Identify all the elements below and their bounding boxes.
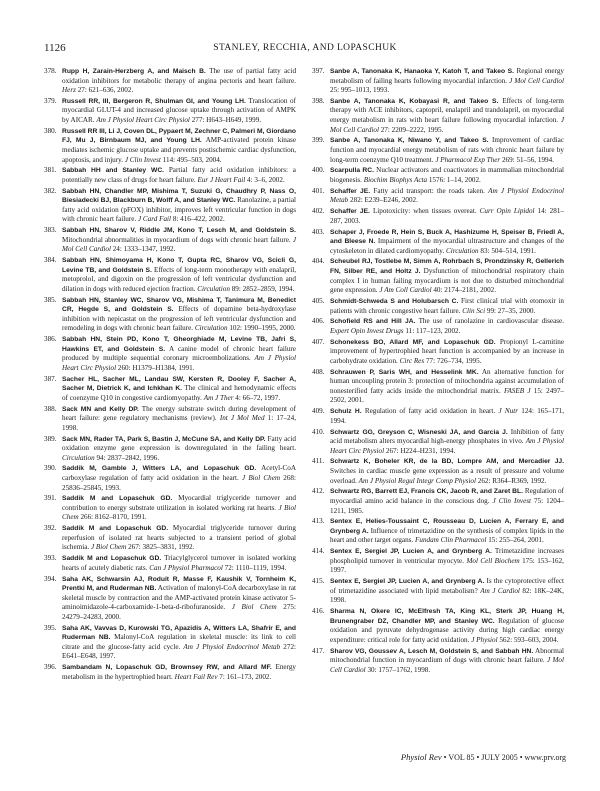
reference-authors: Saddik M and Lopaschuk GD. bbox=[62, 495, 173, 503]
journal-issue: • VOL 85 • JULY 2005 • www.prv.org bbox=[443, 753, 566, 762]
reference-journal: J Biol Chem bbox=[90, 543, 127, 552]
reference-citation: 15: 2497–2502, 2001. bbox=[330, 386, 564, 405]
reference-journal: Am J Physiol Heart Circ Physiol bbox=[62, 354, 296, 372]
reference-title: Effects of long-term therapy with ACE inhibitors, captopril, enalapril and trandolapril, on myocardial energy metabolism in rats with heart failure following myocardial infarction. bbox=[330, 96, 564, 125]
reference-number: 416. bbox=[312, 607, 325, 616]
reference-item bbox=[44, 97, 296, 126]
page-header bbox=[44, 42, 566, 56]
reference-number: 403. bbox=[312, 227, 325, 236]
reference-title: Regulation of glucose oxidation and pyruvate dehydrogenase activity during high cardiac energy expenditure: critical role for fatty acid oxidation. bbox=[330, 616, 564, 644]
running-title: STANLEY, RECCHIA, AND LOPASCHUK bbox=[213, 43, 397, 53]
reference-item bbox=[44, 187, 296, 225]
reference-citation: 14: 281–287, 2003. bbox=[330, 207, 564, 225]
reference-journal: J Clin Invest bbox=[124, 155, 161, 164]
reference-title: Acetyl-CoA carboxylase regulation of fatty acid oxidation in the heart. bbox=[62, 464, 296, 482]
reference-item bbox=[312, 317, 564, 336]
reference-authors: Sentex E, Sergiel JP, Lucien A, and Grynberg A. bbox=[330, 578, 485, 586]
reference-authors: Sharov VG, Goussev A, Lesch M, Goldstein S, and Sabbah HN. bbox=[330, 647, 534, 655]
reference-citation: 124: 165–171, 1994. bbox=[330, 407, 564, 425]
reference-citation: 114: 495–503, 2004. bbox=[162, 155, 222, 164]
reference-title: Activation of malonyl-CoA decarboxylase in rat skeletal muscle by contraction and the AMP-activated protein kinase activator 5-aminoimidazole-4-carboxamide-1-beta-d-ribofuranoside. bbox=[62, 584, 296, 612]
reference-authors: Saha AK, Schwarsin AJ, Roduit R, Masse F, Kaushik V, Tornheim K, Prentki M, and Ruderman NB. bbox=[62, 575, 296, 593]
reference-journal: Eur J Heart Fail bbox=[197, 175, 246, 184]
reference-journal: Clin Sci bbox=[462, 306, 486, 315]
reference-number: 398. bbox=[312, 96, 325, 105]
reference-item bbox=[312, 428, 564, 457]
reference-journal: J Nutr bbox=[498, 407, 518, 416]
reference-item bbox=[312, 487, 564, 516]
reference-authors: Schwartz GG, Greyson C, Wisneski JA, and Garcia J. bbox=[330, 428, 508, 436]
reference-title: Abnormal mitochondrial function in myocardium of dogs with chronic heart failure. bbox=[330, 646, 564, 665]
reference-title: Improvement of cardiac function and myocardial energy metabolism of rats with chronic heart failure by long-term coenzyme Q10 treatment. bbox=[330, 136, 564, 164]
reference-title: Impairment of the myocardial ultrastructure and changes of the cytoskeleton in dilated cardiomyopathy. bbox=[330, 237, 564, 255]
reference-number: 411. bbox=[312, 457, 325, 466]
reference-item bbox=[44, 464, 296, 493]
reference-citation: 82: 18K–24K, 1998. bbox=[330, 586, 564, 605]
reference-title: Ranolazine, a partial fatty acid oxidation (pFOX) inhibitor, improves left ventricular function in dogs with chronic heart failure. bbox=[62, 196, 297, 224]
reference-authors: Schwartz K, Boheler KR, de la BD, Lompre AM, and Mercadier JJ. bbox=[330, 458, 564, 466]
reference-title: AMP-activated protein kinase mediates ischemic glucose uptake and prevents postischemic cardiac dysfunction, apoptosis, and injury. bbox=[62, 136, 296, 164]
reference-item bbox=[44, 226, 296, 255]
reference-number: 408. bbox=[312, 367, 325, 376]
reference-authors: Sentex E, Sergiel JP, Lucien A, and Grynberg A. bbox=[330, 548, 492, 556]
reference-number: 409. bbox=[312, 407, 325, 416]
reference-title: Myocardial triglyceride turnover and contribution to energy substrate utilization in isolated working rat hearts. bbox=[62, 494, 296, 512]
reference-journal: J Biol Chem bbox=[241, 473, 281, 482]
reference-number: 405. bbox=[312, 296, 325, 305]
reference-item bbox=[44, 256, 296, 294]
reference-title: Myocardial triglyceride turnover during reperfusion of isolated rat hearts subjected to a transient period of global ischemia. bbox=[62, 524, 296, 552]
reference-authors: Sack MN, Rader TA, Park S, Bastin J, McCune SA, and Kelly DP. bbox=[62, 435, 266, 443]
reference-number: 382. bbox=[44, 186, 57, 195]
reference-citation: 89: 2852–2859, 1994. bbox=[231, 284, 295, 293]
reference-citation: 1576: 1–14, 2002. bbox=[428, 175, 481, 184]
reference-journal: Biochim Biophys Acta bbox=[363, 175, 428, 184]
reference-number: 385. bbox=[44, 295, 57, 304]
reference-journal: Herz bbox=[62, 86, 76, 95]
reference-journal: J Mol Cell Cardiol bbox=[330, 656, 564, 674]
reference-journal: Am J Physiol Endocrinol Metab bbox=[183, 642, 281, 651]
reference-title: Mitochondrial abnormalities in myocardium of dogs with chronic heart failure. bbox=[62, 235, 291, 244]
reference-citation: 262: R364–R369, 1992. bbox=[477, 476, 547, 485]
reference-item bbox=[312, 368, 564, 406]
reference-authors: Schaper J, Froede R, Hein S, Buck A, Hashizume H, Speiser B, Friedl A, and Bleese N. bbox=[330, 228, 564, 246]
reference-title: The use of partial fatty acid oxidation inhibitors for metabolic therapy of angina pectoris and heart failure. bbox=[62, 67, 297, 85]
reference-authors: Schaffer JE. bbox=[330, 187, 371, 195]
reference-title: Fatty acid oxidation enzyme gene expression is downregulated in the failing heart. bbox=[62, 434, 296, 453]
reference-title: Propionyl L-carnitine improvement of hypertrophied heart function is accompanied by an increase in carbohydrate oxidation. bbox=[330, 337, 565, 365]
reference-title: Effects of dopamine beta-hydroxylase inhibition with nepicastat on the progression of left ventricular dysfunction and remodeling in dogs with chronic heart failure. bbox=[62, 305, 296, 333]
reference-citation: 15: 255–264, 2001. bbox=[488, 536, 544, 545]
reference-citation: 25: 995–1013, 1993. bbox=[330, 86, 390, 95]
reference-title: Is the cytoprotective effect of trimetazidine associated with lipid metabolism? bbox=[330, 577, 564, 595]
reference-journal: Circulation bbox=[194, 324, 228, 333]
reference-number: 413. bbox=[312, 517, 325, 526]
reference-title: An alternative function for human uncoupling protein 3: protection of mitochondria against accumulation of nonesterified fatty acids inside the mitochondrial matrix. bbox=[330, 367, 564, 395]
reference-journal: Int J Mol Med bbox=[219, 414, 265, 423]
reference-authors: Sacher HL, Sacher ML, Landau SW, Kersten R, Dooley F, Sacher A, Sacher M, Dietrick K, and Ichkhan K. bbox=[62, 375, 296, 393]
reference-number: 397. bbox=[312, 67, 325, 75]
reference-title: Trimetazidine increases phospholipid turnover in ventricular myocyte. bbox=[330, 547, 564, 565]
reference-citation: 562: 593–603, 2004. bbox=[499, 635, 559, 644]
reference-journal: Curr Opin Lipidol bbox=[479, 207, 535, 216]
reference-journal: Am J Physiol Endocrinol Metab bbox=[330, 186, 565, 205]
reference-title: Energy metabolism in the hypertrophied heart. bbox=[62, 663, 296, 681]
reference-item bbox=[312, 207, 564, 226]
reference-number: 417. bbox=[312, 646, 325, 655]
reference-number: 415. bbox=[312, 577, 325, 586]
reference-citation: 267: H224–H231, 1994. bbox=[385, 446, 456, 455]
reference-title: Lipotoxicity: when tissues overeat. bbox=[372, 207, 477, 216]
reference-item bbox=[44, 663, 296, 682]
reference-title: Nuclear activators and coactivators in mammalian mitochondrial biogenesis. bbox=[330, 166, 564, 184]
reference-citation: 72: 1110–1119, 1994. bbox=[224, 563, 287, 572]
reference-item bbox=[44, 524, 296, 553]
reference-item bbox=[44, 494, 296, 523]
reference-authors: Schulz H. bbox=[330, 408, 362, 416]
reference-item bbox=[44, 375, 296, 404]
reference-authors: Sabbah HN, Sharov V, Riddle JM, Kono T, Lesch M, and Goldstein S. bbox=[62, 227, 296, 235]
reference-item bbox=[44, 554, 296, 573]
reference-journal: Am J Physiol Regul Integr Comp Physiol bbox=[358, 476, 476, 485]
reference-journal: Circulation bbox=[445, 246, 479, 255]
reference-title: Fatty acid transport: the roads taken. bbox=[373, 186, 485, 195]
reference-number: 381. bbox=[44, 166, 57, 175]
reference-title: Inhibition of fatty acid metabolism alters myocardial high-energy phosphates in vivo. bbox=[330, 427, 564, 446]
reference-number: 399. bbox=[312, 136, 325, 145]
reference-citation: 77: 726–734, 1995. bbox=[425, 356, 482, 365]
reference-item bbox=[44, 335, 296, 373]
reference-citation: 99: 27–35, 2000. bbox=[486, 306, 536, 315]
reference-item bbox=[312, 547, 564, 576]
reference-citation: 4: 66–72, 1997. bbox=[235, 393, 281, 402]
reference-title: Effects of long-term monotherapy with enalapril, metoprolol, and digoxin on the progression of left ventricular dysfunction and dilation in dogs with reduced ejection fraction. bbox=[62, 265, 296, 293]
reference-title: Regulation of myocardial amino acid balance in the conscious dog. bbox=[330, 487, 564, 505]
reference-number: 386. bbox=[44, 335, 57, 344]
reference-title: Regional energy metabolism of failing hearts following myocardial infarction. bbox=[330, 67, 564, 85]
reference-number: 404. bbox=[312, 257, 325, 266]
reference-authors: Sharma N, Okere IC, McElfresh TA, King KL, Sterk JP, Huang H, Brunengraber DZ, Chandler MP, and Stanley WC. bbox=[330, 608, 564, 625]
reference-item bbox=[312, 517, 564, 546]
reference-number: 394. bbox=[44, 574, 57, 583]
reference-number: 389. bbox=[44, 434, 57, 443]
reference-citation: 27: 2209–2222, 1995. bbox=[380, 125, 444, 134]
reference-title: The clinical and hemodynamic effects of coenzyme Q10 in congestive cardiomyopathy. bbox=[62, 384, 297, 402]
reference-citation: 7: 161–173, 2002. bbox=[219, 672, 272, 681]
reference-item bbox=[312, 257, 564, 295]
reference-journal: J Am Coll Cardiol bbox=[379, 286, 432, 295]
reference-authors: Sanbe A, Tanonaka K, Niwano Y, and Takeo S. bbox=[330, 137, 489, 145]
reference-journal: Am J Cardiol bbox=[480, 586, 520, 595]
reference-citation: 275: 24279–24283, 2000. bbox=[62, 603, 296, 621]
reference-title: Malonyl-CoA regulation in skeletal muscle: its link to cell citrate and the glucose-fatty acid cycle. bbox=[62, 633, 296, 651]
reference-title: First clinical trial with etomoxir in patients with chronic congestive heart failure. bbox=[330, 296, 564, 315]
page-number: 1126 bbox=[44, 42, 66, 54]
reference-authors: Schofield RS and Hill JA. bbox=[330, 318, 416, 326]
reference-authors: Sack MN and Kelly DP. bbox=[62, 405, 139, 413]
page-footer bbox=[44, 752, 566, 766]
reference-authors: Schaffer JE. bbox=[330, 208, 370, 216]
reference-item bbox=[312, 647, 564, 676]
reference-number: 387. bbox=[44, 374, 57, 383]
reference-title: The energy substrate switch during development of heart failure: gene regulatory mechanisms (review). bbox=[62, 404, 297, 423]
reference-title: Dysfunction of mitochondrial respiratory chain complex I in human failing myocardium is not due to disturbed mitochondrial gene expression. bbox=[330, 267, 564, 295]
reference-citation: 24: 1333–1347, 1992. bbox=[112, 245, 176, 254]
reference-citation: 102: 1990–1995, 2000. bbox=[229, 324, 296, 333]
reference-number: 378. bbox=[44, 67, 57, 75]
reference-title: The use of ranolazine in cardiovascular disease. bbox=[418, 317, 565, 326]
reference-citation: 11: 117–123, 2002. bbox=[405, 326, 461, 335]
reference-journal: J Pharmacol Exp Ther bbox=[435, 155, 501, 164]
reference-journal: Mol Cell Biochem bbox=[466, 556, 520, 565]
reference-authors: Saha AK, Vavvas D, Kurowski TG, Apazidis A, Witters LA, Shafrir E, and Ruderman NB. bbox=[62, 624, 296, 642]
reference-title: Influence of trimetazidine on the synthesis of complex lipids in the heart and other target organs. bbox=[330, 526, 564, 545]
reference-title: Switches in cardiac muscle gene expression as a result of pressure and volume overload. bbox=[330, 467, 564, 485]
reference-authors: Sabbah HN, Stein PD, Kono T, Gheorghiade M, Levine TB, Jafri S, Hawkins ET, and Goldstein S. bbox=[62, 336, 296, 353]
reference-item bbox=[44, 296, 296, 334]
reference-journal: J Card Fail bbox=[137, 215, 172, 224]
reference-authors: Sanbe A, Tanonaka K, Hanaoka Y, Katoh T, and Takeo S. bbox=[330, 68, 514, 75]
reference-item bbox=[312, 577, 564, 606]
reference-journal: Circ Res bbox=[399, 356, 425, 365]
reference-authors: Scheubel RJ, Tostlebe M, Simm A, Rohrbach S, Prondzinsky R, Gellerich FN, Silber RE, and Holtz J. bbox=[330, 258, 564, 276]
reference-journal: Circulation bbox=[62, 453, 95, 462]
reference-journal: J Biol Chem bbox=[62, 503, 296, 522]
reference-title: A canine model of chronic heart failure produced by multiple sequential coronary microembolizations. bbox=[62, 344, 296, 363]
reference-authors: Schmidt-Schweda S and Holubarsch C. bbox=[330, 297, 459, 305]
reference-citation: 260: H1379–H1384, 1991. bbox=[117, 363, 195, 372]
reference-authors: Sabbah HH and Stanley WC. bbox=[62, 167, 165, 175]
reference-journal: Can J Physiol Pharmacol bbox=[149, 563, 223, 572]
reference-item bbox=[312, 97, 564, 135]
references-right-column bbox=[312, 67, 564, 677]
reference-citation: 75: 1204–1211, 1985. bbox=[330, 496, 564, 515]
reference-journal: Am J Physiol Heart Circ Physiol bbox=[330, 437, 564, 455]
reference-number: 400. bbox=[312, 166, 325, 175]
reference-journal: Am J Physiol Heart Circ Physiol bbox=[96, 116, 190, 125]
reference-number: 410. bbox=[312, 427, 325, 436]
reference-citation: 83: 504–514, 1991. bbox=[480, 246, 536, 255]
reference-journal: Circulation bbox=[197, 284, 230, 293]
reference-number: 396. bbox=[44, 663, 57, 672]
reference-journal: Am J Ther bbox=[203, 393, 234, 402]
journal-name: Physiol Rev bbox=[400, 752, 442, 762]
reference-authors: Russell RR III, Li J, Coven DL, Pypaert M, Zechner C, Palmeri M, Giordano FJ, Mu J, Birnbaum MJ, and Young LH. bbox=[62, 127, 296, 145]
reference-number: 383. bbox=[44, 226, 57, 235]
reference-number: 380. bbox=[44, 126, 57, 135]
reference-citation: 30: 1757–1762, 1998. bbox=[367, 665, 431, 674]
reference-journal: J Mol Cell Cardiol bbox=[62, 235, 296, 254]
reference-authors: Russell RR, III, Bergeron R, Shulman GI, and Young LH. bbox=[62, 97, 246, 105]
reference-number: 392. bbox=[44, 524, 57, 533]
reference-item bbox=[312, 166, 564, 185]
reference-journal: FASEB J bbox=[504, 386, 531, 395]
reference-item bbox=[44, 405, 296, 434]
reference-number: 401. bbox=[312, 186, 325, 195]
reference-number: 388. bbox=[44, 404, 57, 413]
reference-citation: 4: 3–6, 2002. bbox=[247, 175, 285, 184]
reference-citation: 8: 416–422, 2002. bbox=[172, 215, 225, 224]
reference-item bbox=[44, 624, 296, 662]
reference-item bbox=[44, 575, 296, 623]
reference-journal: Expert Opin Invest Drugs bbox=[330, 326, 404, 335]
reference-authors: Sabbah HN, Chandler MP, Mishima T, Suzuki G, Chaudhry P, Nass O, Biesiadecki BJ, Blackburn B, Wolff A, and Stanley WC. bbox=[62, 187, 296, 205]
reference-number: 407. bbox=[312, 337, 325, 346]
reference-number: 414. bbox=[312, 547, 325, 556]
reference-authors: Schwartz RG, Barrett EJ, Francis CK, Jacob R, and Zaret BL. bbox=[330, 488, 523, 496]
reference-citation: 266: 8162–8170, 1991. bbox=[80, 513, 147, 522]
reference-item bbox=[312, 228, 564, 257]
reference-number: 406. bbox=[312, 317, 325, 326]
reference-number: 395. bbox=[44, 623, 57, 632]
reference-citation: 277: H643–H649, 1999. bbox=[191, 116, 262, 125]
reference-journal: J Mol Cell Cardiol bbox=[509, 76, 564, 85]
reference-number: 390. bbox=[44, 464, 57, 473]
reference-authors: Schonekess BO, Allard MF, and Lopaschuk GD. bbox=[330, 338, 496, 346]
reference-authors: Saddik M and Lopaschuk GD. bbox=[62, 555, 162, 563]
reference-authors: Sanbe A, Tanonaka K, Kobayasi R, and Takeo S. bbox=[330, 97, 499, 105]
reference-citation: 268: 25836–25845, 1993. bbox=[62, 473, 296, 492]
reference-journal: Heart Fail Rev bbox=[174, 672, 218, 681]
reference-authors: Saddik M, Gamble J, Witters LA, and Lopaschuk GD. bbox=[62, 465, 257, 473]
reference-title: Triacylglycerol turnover in isolated working hearts of acutely diabetic rats. bbox=[62, 554, 296, 572]
reference-citation: 94: 2837–2842, 1996. bbox=[96, 453, 160, 462]
reference-journal: J Clin Invest bbox=[492, 496, 532, 505]
reference-title: Regulation of fatty acid oxidation in heart. bbox=[364, 407, 496, 416]
reference-item bbox=[312, 67, 564, 96]
reference-authors: Sabbah HN, Shimoyama H, Kono T, Gupta RC, Sharov VG, Scicli G, Levine TB, and Goldstein S. bbox=[62, 257, 296, 274]
reference-authors: Scarpulla RC. bbox=[330, 167, 374, 175]
reference-item bbox=[44, 166, 296, 185]
reference-citation: 27: 621–636, 2002. bbox=[77, 86, 134, 95]
reference-citation: 267: 3825–3831, 1992. bbox=[128, 543, 195, 552]
reference-journal: J Physiol bbox=[471, 635, 498, 644]
reference-citation: 1: 17–24, 1998. bbox=[62, 414, 296, 432]
reference-authors: Schrauwen P, Saris WH, and Hesselink MK. bbox=[330, 368, 479, 376]
reference-title: Translocation of myocardial GLUT-4 and increased glucose uptake through activation of AMPK by AICAR. bbox=[62, 96, 296, 125]
reference-authors: Saddik M and Lopaschuk GD. bbox=[62, 525, 169, 533]
reference-number: 391. bbox=[44, 494, 57, 503]
reference-authors: Sentex E, Helies-Toussaint C, Rousseau D, Lucien A, Ferrary E, and Grynberg A. bbox=[330, 518, 564, 535]
reference-number: 402. bbox=[312, 207, 325, 216]
reference-number: 384. bbox=[44, 256, 57, 265]
journal-footer bbox=[401, 752, 566, 762]
reference-item bbox=[44, 127, 296, 165]
reference-authors: Sabbah HN, Stanley WC, Sharov VG, Mishima T, Tanimura M, Benedict CR, Hegde S, and Goldstein S. bbox=[62, 296, 296, 314]
reference-authors: Rupp H, Zarain-Herzberg A, and Maisch B. bbox=[62, 68, 206, 75]
reference-item bbox=[312, 297, 564, 316]
reference-citation: 282: E239–E246, 2002. bbox=[350, 196, 418, 205]
reference-item bbox=[44, 435, 296, 464]
reference-citation: 269: 51–56, 1994. bbox=[501, 155, 554, 164]
reference-citation: 272: E641–E648, 1997. bbox=[62, 642, 296, 661]
reference-title: Partial fatty acid oxidation inhibitors: a potentially new class of drugs for heart failure. bbox=[62, 166, 296, 184]
reference-item bbox=[312, 607, 564, 645]
references-left-column bbox=[44, 67, 296, 684]
reference-item bbox=[312, 407, 564, 426]
reference-item bbox=[312, 187, 564, 206]
reference-journal: Fundam Clin Pharmacol bbox=[415, 536, 487, 545]
reference-item bbox=[312, 338, 564, 367]
reference-number: 379. bbox=[44, 96, 57, 105]
reference-item bbox=[312, 136, 564, 165]
reference-number: 412. bbox=[312, 487, 325, 496]
reference-authors: Sambandam N, Lopaschuk GD, Brownsey RW, and Allard MF. bbox=[62, 664, 272, 672]
reference-citation: 40: 2174–2181, 2002. bbox=[433, 286, 497, 295]
reference-journal: J Biol Chem bbox=[231, 603, 277, 612]
reference-journal: J Mol Cell Cardiol bbox=[330, 116, 564, 134]
reference-item bbox=[312, 457, 564, 486]
reference-item bbox=[44, 67, 296, 96]
reference-citation: 175: 153–162, 1997. bbox=[330, 556, 564, 575]
reference-number: 393. bbox=[44, 554, 57, 563]
